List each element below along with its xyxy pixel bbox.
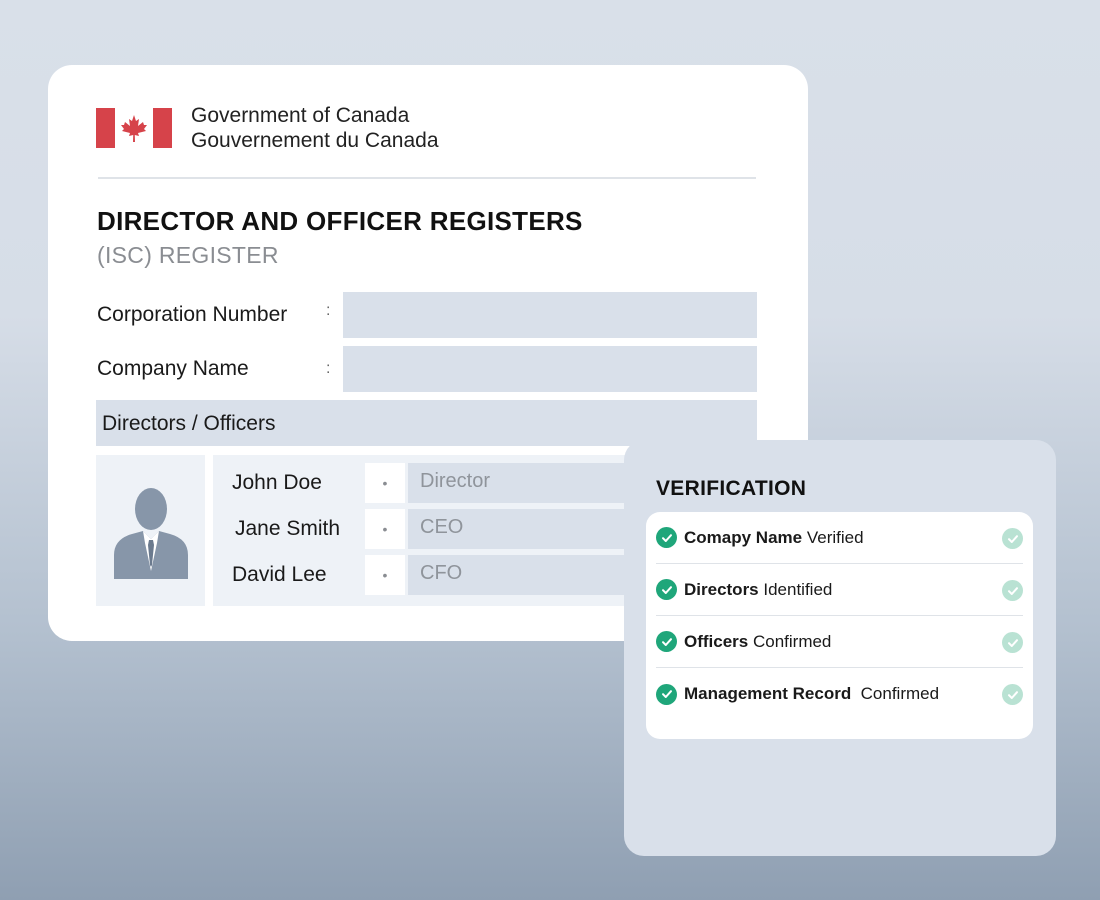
verification-subject: Officers (684, 631, 749, 651)
verification-text (684, 684, 939, 704)
verification-subject: Comapy Name (684, 527, 803, 547)
verification-status: Confirmed (851, 684, 940, 703)
government-name-fr: Gouvernement du Canada (191, 129, 439, 152)
person-role[interactable]: CFO (408, 555, 758, 595)
company-name-label: Company Name (97, 357, 249, 380)
check-circle-icon (656, 684, 677, 705)
field-colon: : (326, 360, 331, 377)
check-badge-icon (1002, 632, 1023, 653)
person-avatar-icon (110, 483, 192, 579)
canada-flag-icon (96, 108, 172, 148)
company-name-input[interactable] (343, 346, 757, 392)
verification-status: Verified (802, 527, 864, 547)
verification-status: Confirmed (748, 631, 832, 651)
person-name: David Lee (232, 563, 327, 586)
register-subtitle: (ISC) REGISTER (97, 242, 279, 268)
verification-subject: Management Record (684, 684, 852, 703)
verification-item (656, 616, 1023, 668)
register-title: DIRECTOR AND OFFICER REGISTERS (97, 206, 583, 236)
header-divider (98, 177, 756, 179)
check-badge-icon (1002, 684, 1023, 705)
government-name (191, 103, 439, 153)
person-role[interactable]: Director (408, 463, 758, 503)
check-circle-icon (656, 527, 677, 548)
avatar (96, 455, 205, 606)
verification-status: Identified (758, 579, 833, 599)
person-name: Jane Smith (235, 517, 341, 540)
person-role[interactable]: CEO (408, 509, 758, 549)
check-circle-icon (656, 579, 677, 600)
verification-card (624, 440, 1056, 856)
government-header (96, 103, 439, 153)
corporation-number-row (97, 292, 757, 338)
corporation-number-input[interactable] (343, 292, 757, 338)
company-name-row (97, 346, 757, 392)
verification-item (656, 512, 1023, 564)
check-badge-icon (1002, 580, 1023, 601)
bullet-icon: • (365, 463, 405, 503)
section-label: Directors / Officers (102, 412, 276, 435)
check-badge-icon (1002, 528, 1023, 549)
verification-text (684, 580, 832, 600)
check-circle-icon (656, 631, 677, 652)
verification-subject: Directors (684, 579, 759, 599)
person-name: John Doe (232, 471, 322, 494)
corporation-number-label: Corporation Number (97, 303, 288, 326)
bullet-icon: • (365, 509, 405, 549)
field-colon: : (326, 302, 331, 319)
verification-item (656, 564, 1023, 616)
verification-list (646, 512, 1033, 739)
government-name-en: Government of Canada (191, 104, 410, 127)
verification-text (684, 528, 864, 548)
verification-item (656, 668, 1023, 720)
bullet-icon: • (365, 555, 405, 595)
verification-text (684, 632, 831, 652)
verification-title: VERIFICATION (656, 477, 807, 500)
